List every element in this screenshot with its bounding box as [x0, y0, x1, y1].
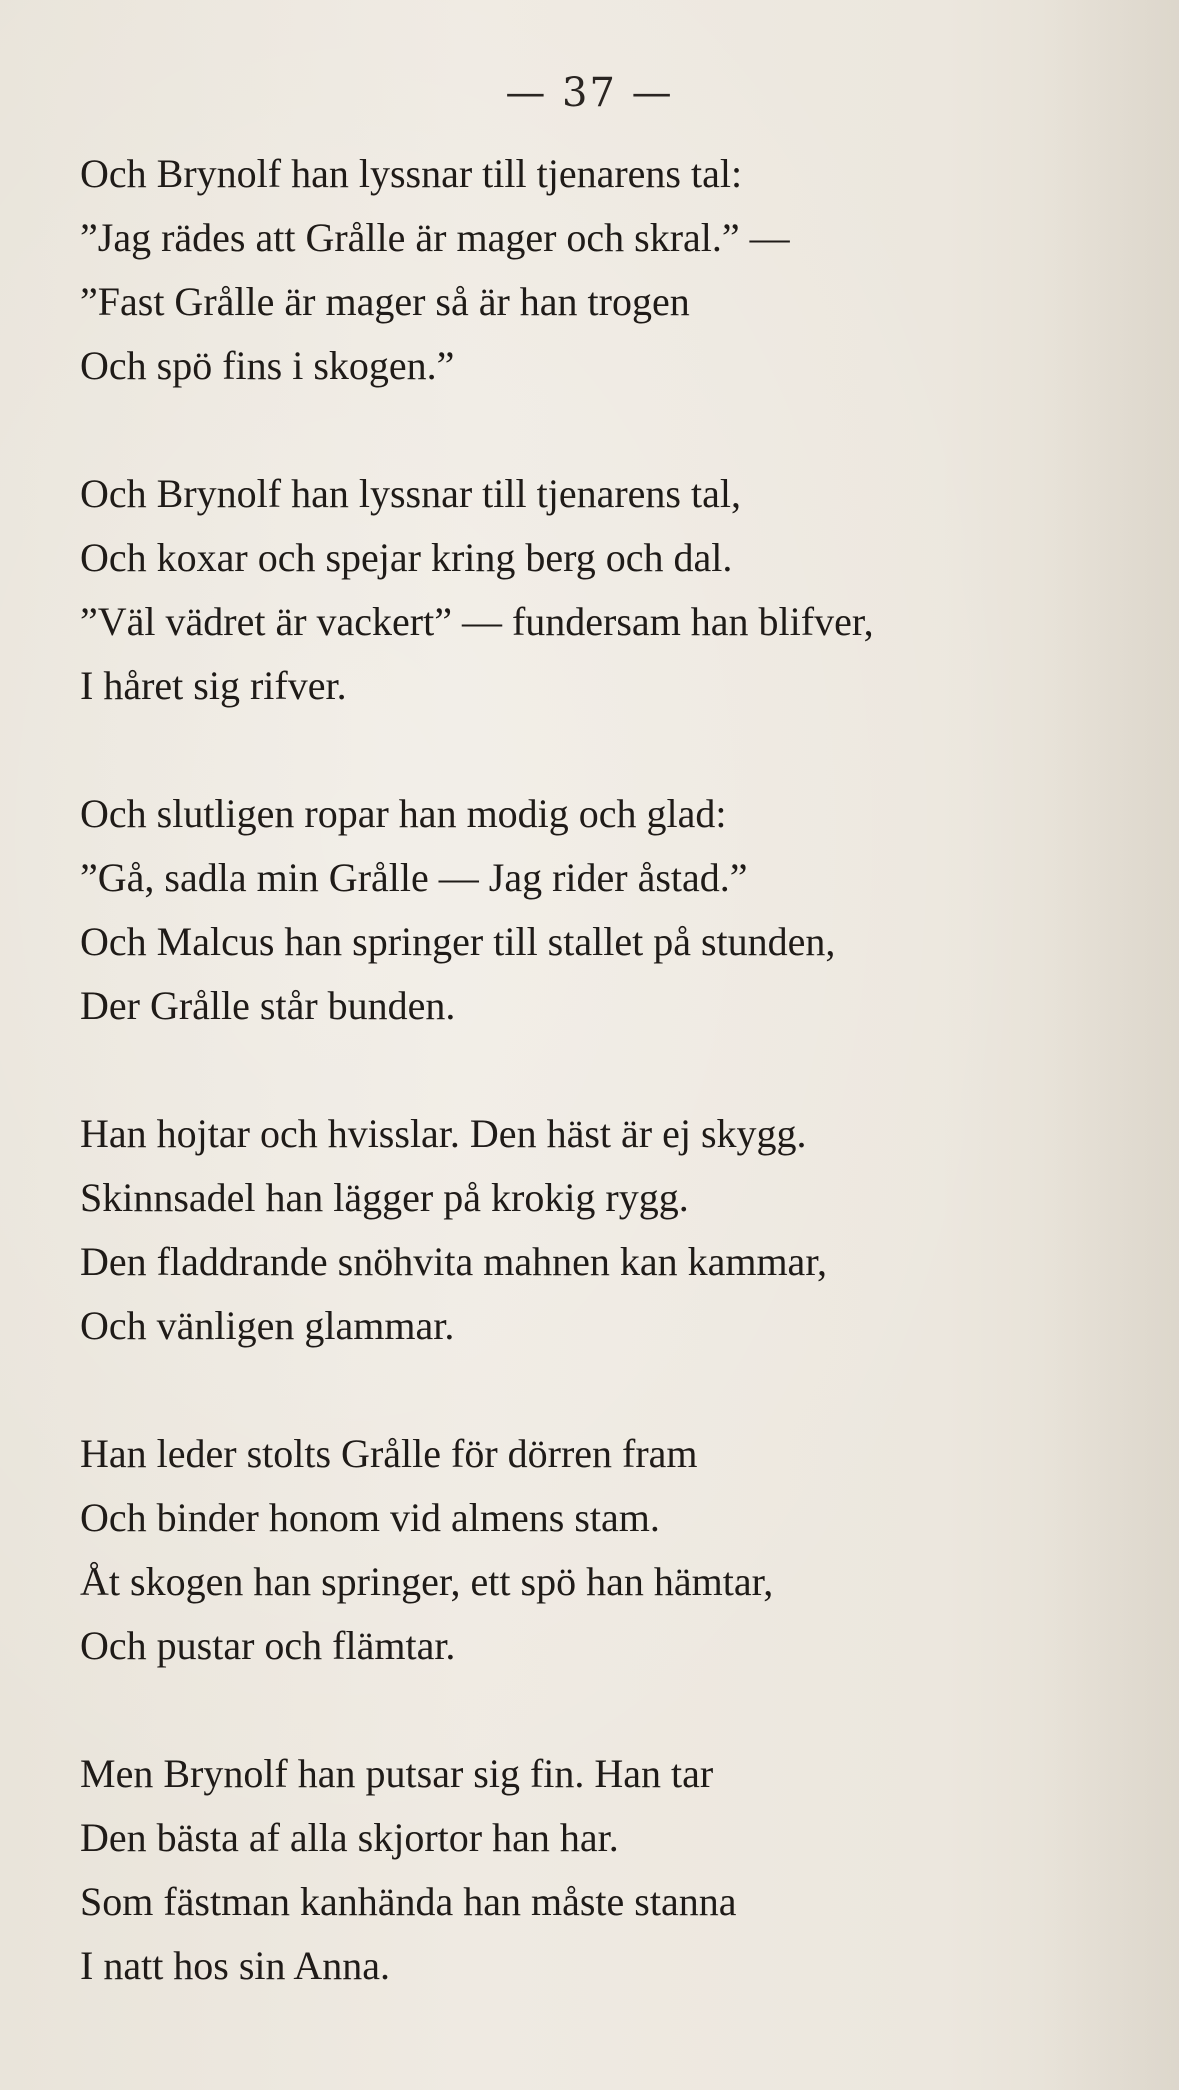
- verse-line: ”Fast Grålle är mager så är han trogen: [80, 279, 690, 324]
- stanza-3: [80, 782, 1080, 1038]
- verse-line: Och koxar och spejar kring berg och dal.: [80, 535, 733, 580]
- stanza-2: [80, 462, 1080, 718]
- verse-line: ”Väl vädret är vackert” — fundersam han blifver,: [80, 599, 874, 644]
- verse-line: Och binder honom vid almens stam.: [80, 1495, 660, 1540]
- verse-line: I natt hos sin Anna.: [80, 1943, 390, 1988]
- verse-line: Men Brynolf han putsar sig fin. Han tar: [80, 1751, 714, 1796]
- verse-line: Och slutligen ropar han modig och glad:: [80, 791, 727, 836]
- verse-line: Der Grålle står bunden.: [80, 983, 456, 1028]
- verse-line: ”Gå, sadla min Grålle — Jag rider åstad.”: [80, 855, 748, 900]
- stanza-6: [80, 1742, 1080, 1998]
- verse-line: Och vänligen glammar.: [80, 1303, 455, 1348]
- stanza-5: [80, 1422, 1080, 1678]
- verse-line: Och Malcus han springer till stallet på stunden,: [80, 919, 836, 964]
- verse-line: Och spö fins i skogen.”: [80, 343, 455, 388]
- verse-line: Och Brynolf han lyssnar till tjenarens tal:: [80, 151, 743, 196]
- page-number: — 37 —: [505, 70, 674, 116]
- verse-line: Skinnsadel han lägger på krokig rygg.: [80, 1175, 689, 1220]
- verse-line: Den fladdrande snöhvita mahnen kan kammar,: [80, 1239, 828, 1284]
- verse-line: Och pustar och flämtar.: [80, 1623, 456, 1668]
- verse-line: I håret sig rifver.: [80, 663, 347, 708]
- poem-text: [80, 142, 1080, 2062]
- verse-line: Han leder stolts Grålle för dörren fram: [80, 1431, 698, 1476]
- verse-line: Den bästa af alla skjortor han har.: [80, 1815, 619, 1860]
- verse-line: ”Jag rädes att Grålle är mager och skral.” —: [80, 215, 790, 260]
- verse-line: Och Brynolf han lyssnar till tjenarens tal,: [80, 471, 741, 516]
- verse-line: Som fästman kanhända han måste stanna: [80, 1879, 737, 1924]
- verse-line: Åt skogen han springer, ett spö han hämtar,: [80, 1559, 774, 1604]
- stanza-1: [80, 142, 1080, 398]
- verse-line: Han hojtar och hvisslar. Den häst är ej skygg.: [80, 1111, 807, 1156]
- stanza-4: [80, 1102, 1080, 1358]
